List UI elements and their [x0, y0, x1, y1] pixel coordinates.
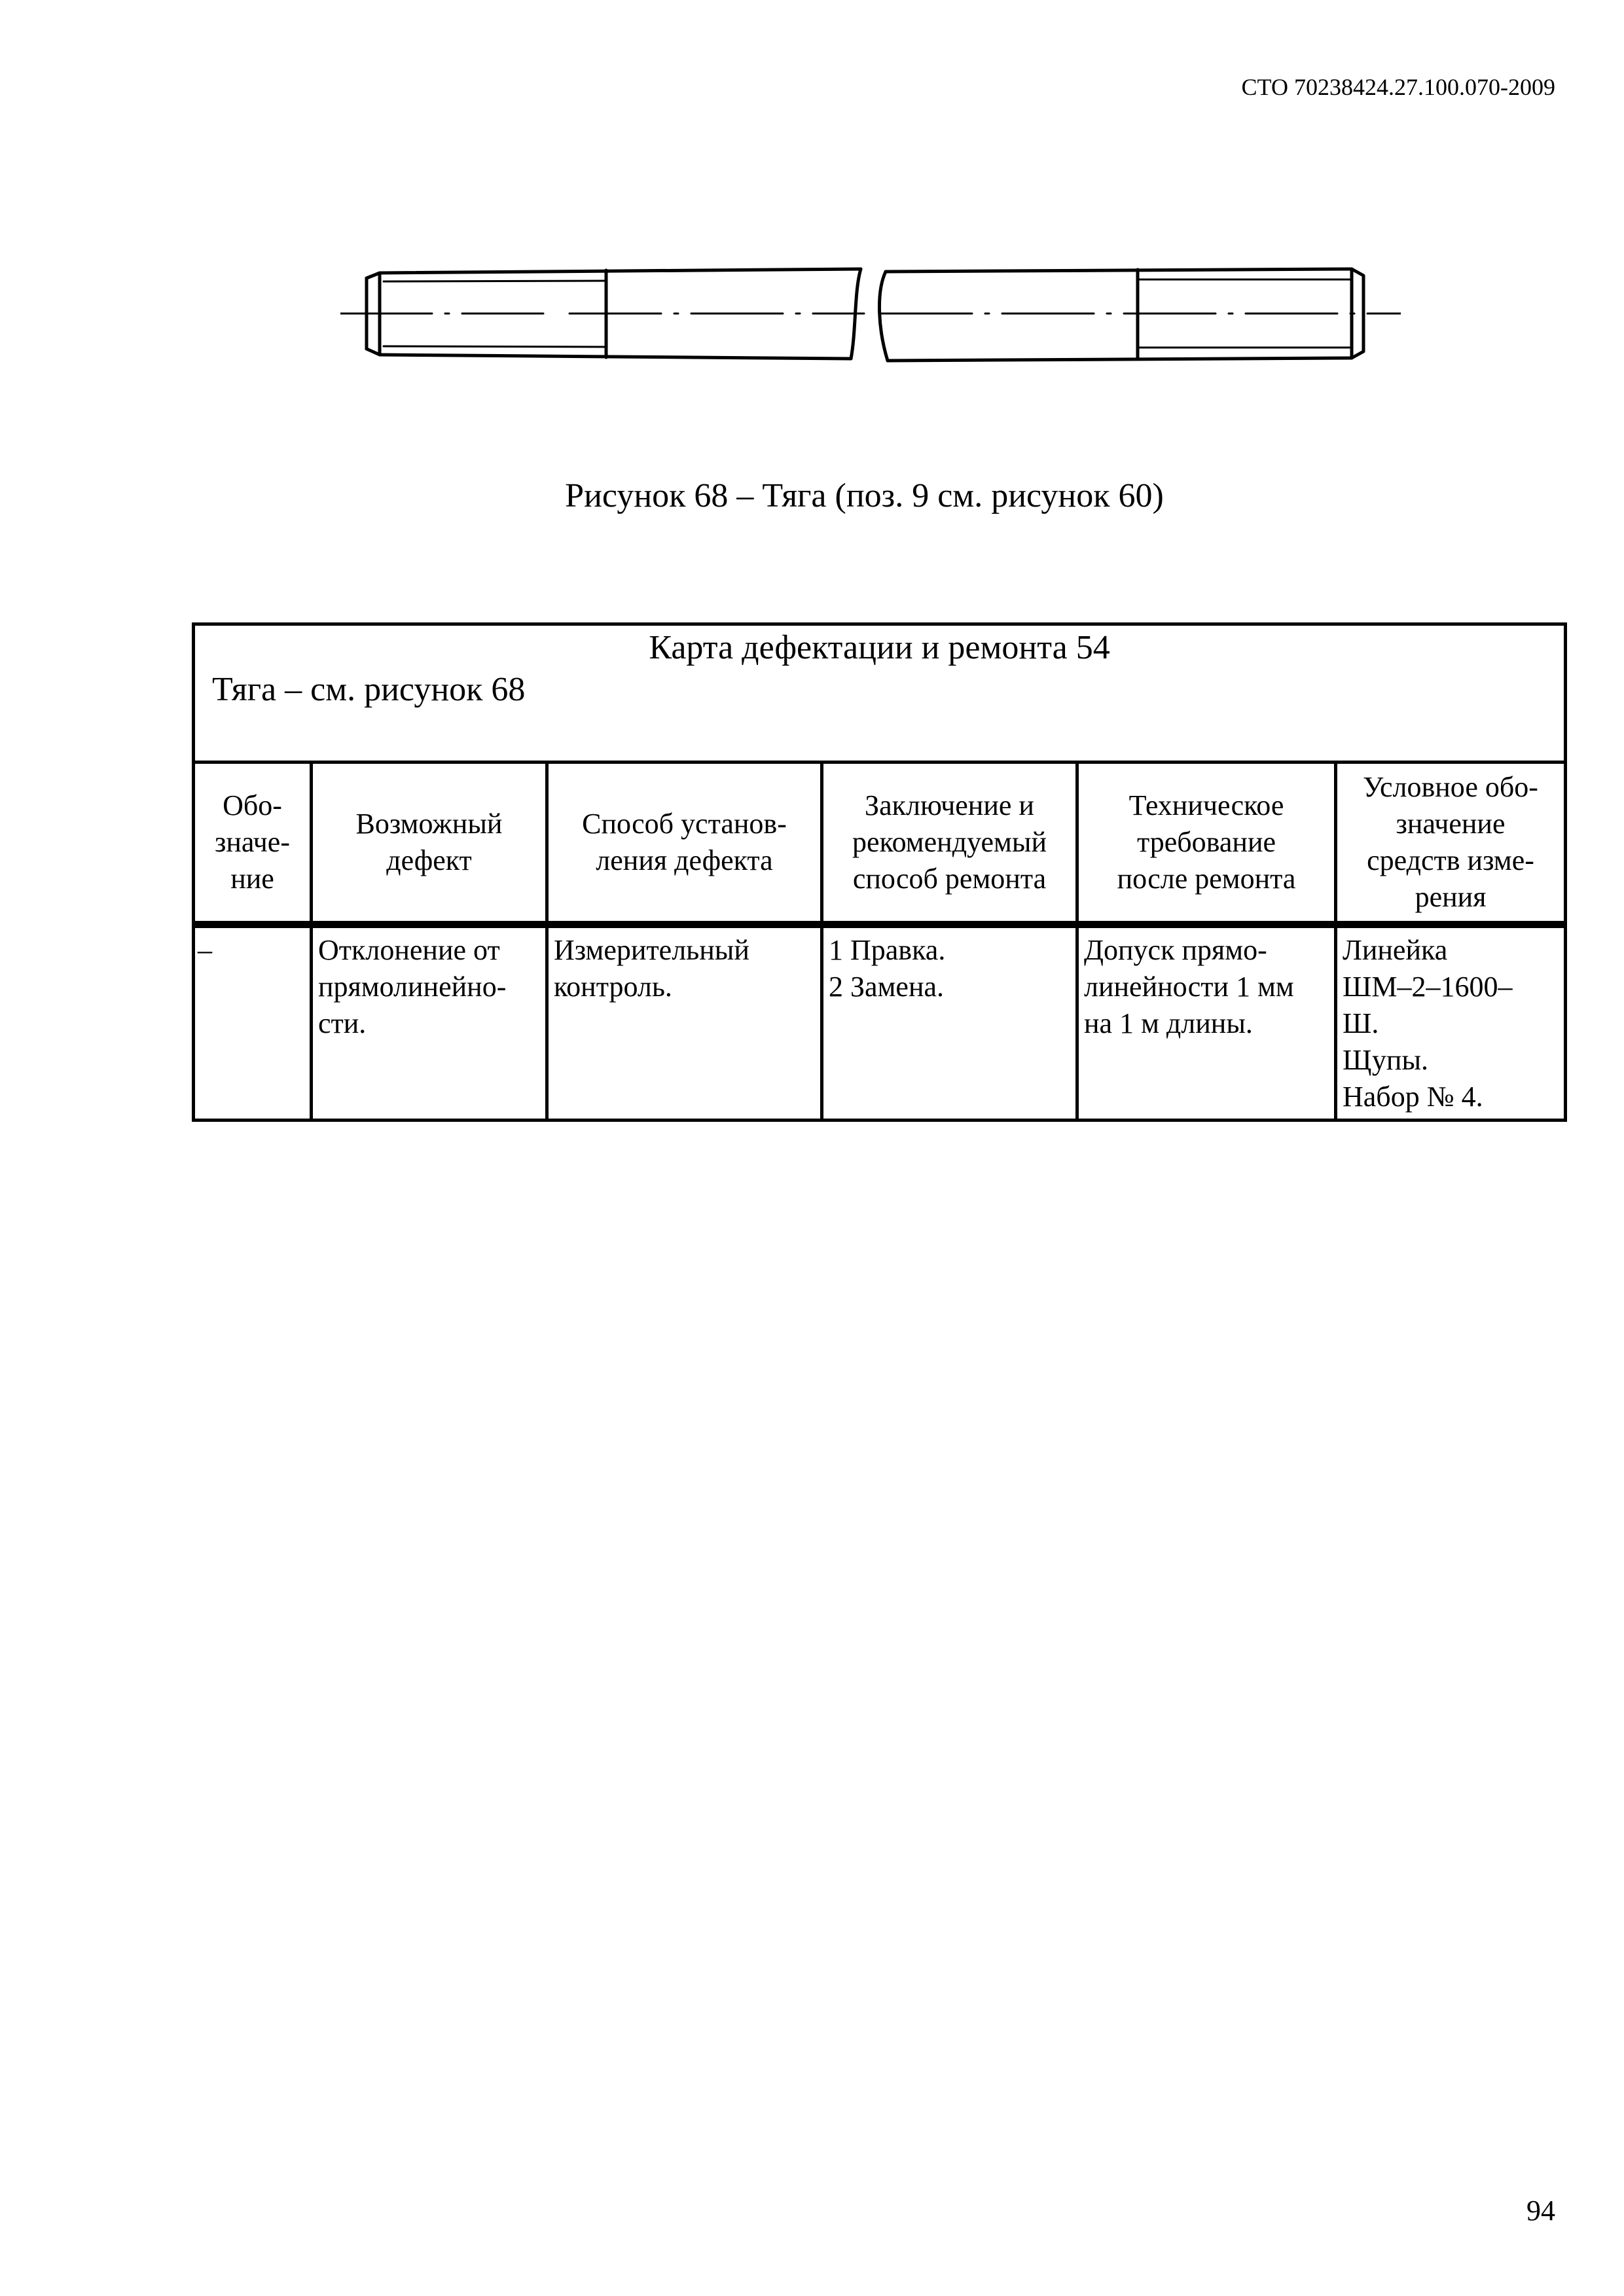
- cell-requirement: Допуск прямо- линейности 1 мм на 1 м длины.: [1077, 925, 1336, 1121]
- defect-repair-card: [192, 622, 1567, 1122]
- card-title: Карта дефектации и ремонта 54: [649, 629, 1110, 666]
- cell-detection-method: Измерительный контроль.: [547, 925, 822, 1121]
- col-header-designation: Обо- значе- ние: [194, 762, 312, 925]
- document-code: СТО 70238424.27.100.070-2009: [1241, 74, 1555, 100]
- card-subtitle: Тяга – см. рисунок 68: [212, 671, 526, 708]
- rod-drawing: [340, 252, 1401, 373]
- col-header-measuring-tools: Условное обо- значение средств изме- рения: [1336, 762, 1566, 925]
- col-header-defect: Возможный дефект: [312, 762, 547, 925]
- col-header-repair-method: Заключение и рекомендуемый способ ремонта: [822, 762, 1077, 925]
- cell-designation: –: [194, 925, 312, 1121]
- cell-defect: Отклонение от прямолинейно- сти.: [312, 925, 547, 1121]
- card-header: [194, 624, 1566, 762]
- page-number: 94: [1526, 2195, 1555, 2227]
- cell-repair-method: 1 Правка. 2 Замена.: [822, 925, 1077, 1121]
- figure-caption: Рисунок 68 – Тяга (поз. 9 см. рисунок 60): [565, 477, 1164, 514]
- cell-measuring-tools: Линейка ШМ–2–1600– Ш. Щупы. Набор № 4.: [1336, 925, 1566, 1121]
- col-header-requirement: Техническое требование после ремонта: [1077, 762, 1336, 925]
- col-header-detection-method: Способ установ- ления дефекта: [547, 762, 822, 925]
- table-row: [194, 925, 1566, 1121]
